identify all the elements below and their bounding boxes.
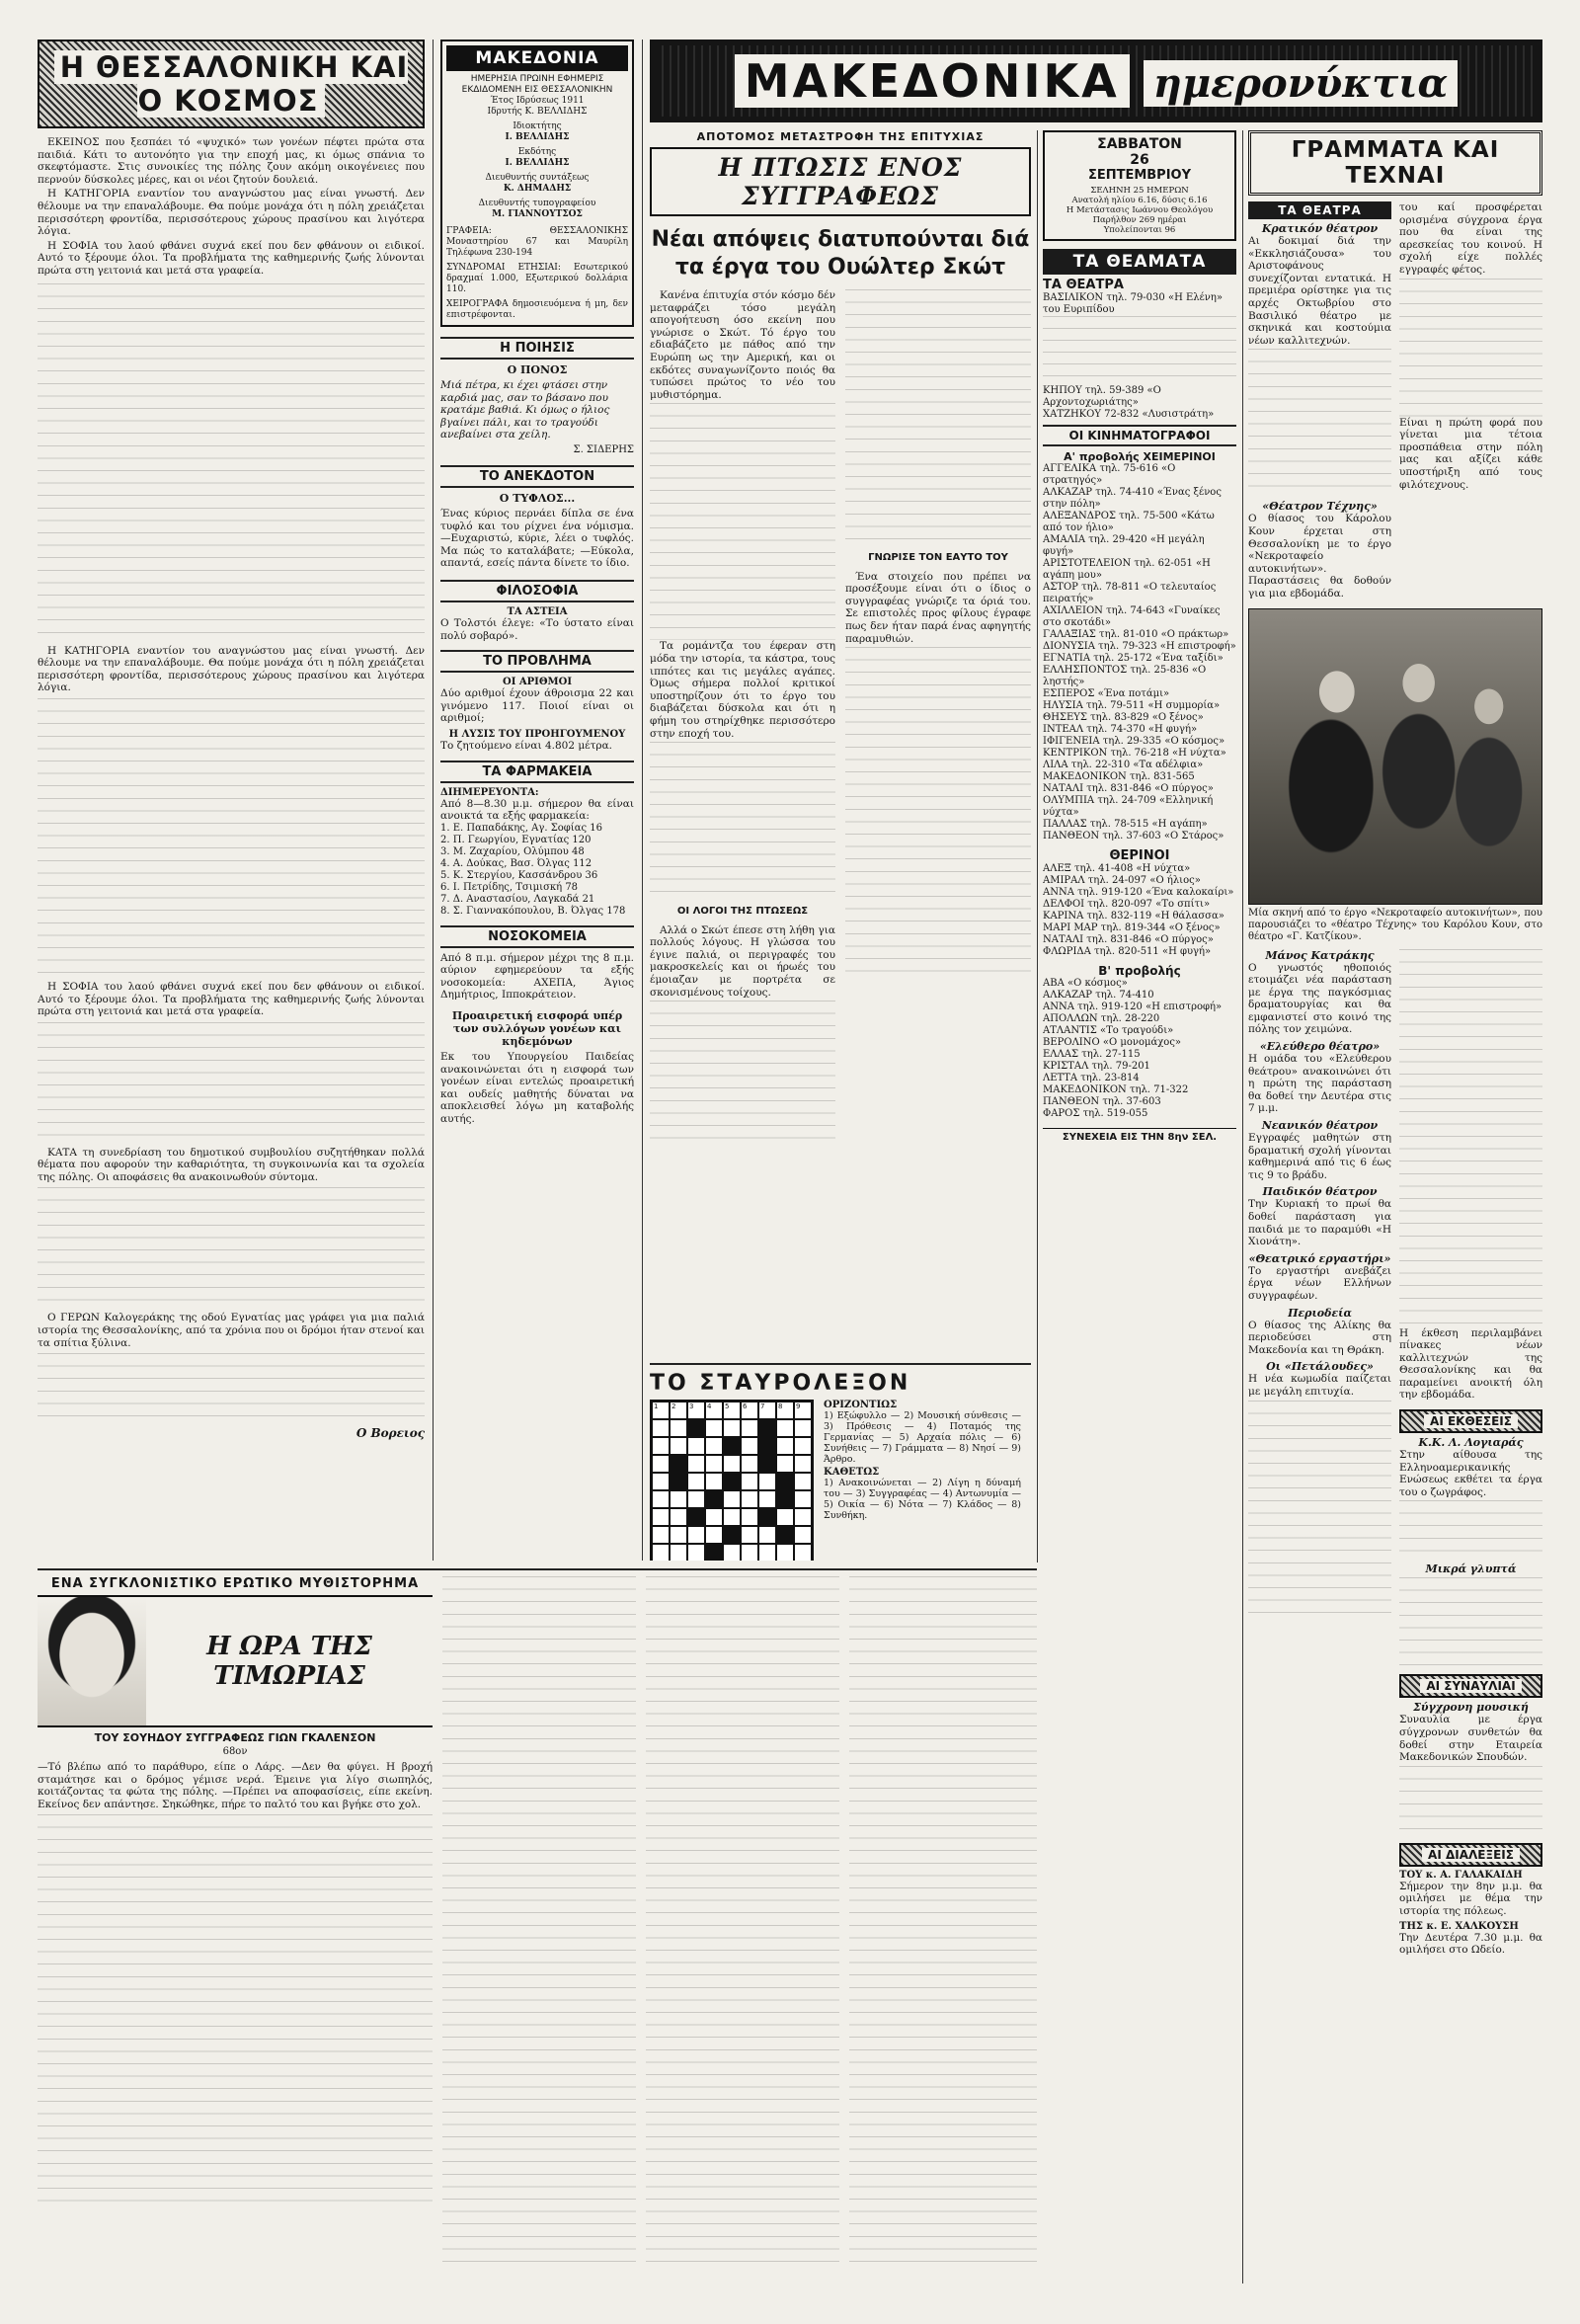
arts-item-title: Μάνος Κατράκης — [1265, 948, 1375, 962]
date-month: ΣΕΠΤΕΜΒΡΙΟΥ — [1087, 168, 1192, 183]
city-paragraph-3: Η ΣΟΦΙΑ του λαού φθάνει συχνά εκεί που δεν φθάνουν οι ειδικοί. Αυτό το ξέρουμε όλοι. Τα προβλήματα της καθημερινής ζωής λύνονται πρώτα στη γειτονιά και μετά στα γραφεία. — [38, 980, 425, 1018]
problem-solution-text: Το ζητούμενο είναι 4.802 μέτρα. — [440, 739, 613, 752]
arts-item-text: Η ομάδα του «Ελεύθερου θεάτρου» ανακοινώνει ότι η πρώτη της παράσταση θα δοθεί την Δευτέρα στις 7 μ.μ. — [1248, 1053, 1391, 1115]
arts-item-title: Παιδικόν θέατρον — [1262, 1185, 1378, 1199]
crossword-cell[interactable] — [670, 1526, 687, 1544]
crossword-cell[interactable] — [758, 1526, 776, 1544]
arts-item-title: «Θέατρον Τέχνης» — [1262, 500, 1378, 514]
crossword-cell[interactable] — [687, 1544, 705, 1561]
pharmacy-item: 7. Δ. Αναστασίου, Λαγκαδά 21 — [440, 893, 595, 905]
arts-theatre-heading: ΤΑ ΘΕΑΤΡΑ — [1248, 201, 1391, 219]
second-run-heading: Β' προβολής — [1098, 964, 1181, 978]
serial-novel — [38, 1576, 1037, 2291]
date-left: Υπολείπονται 96 — [1103, 225, 1176, 235]
cinema-listing: ΕΛΛΗΣΠΟΝΤΟΣ τηλ. 25-836 «Ο ληστής» — [1043, 665, 1207, 687]
theatre-scene-photo — [1248, 608, 1542, 905]
cinema-listing: ΑΜΙΡΑΛ τηλ. 24-097 «Ο ήλιος» — [1043, 875, 1201, 886]
masthead-box — [440, 40, 634, 327]
arts-item-title: Περιοδεία — [1288, 1306, 1352, 1320]
serial-text-block — [38, 1814, 433, 2209]
crossword-cell[interactable] — [723, 1508, 741, 1526]
masthead-subtitle: ΗΜΕΡΗΣΙΑ ΠΡΩΙΝΗ ΕΦΗΜΕΡΙΣ ΕΚΔΙΔΟΜΕΝΗ ΕΙΣ ΘΕΣΣΑΛΟΝΙΚΗΝ — [461, 74, 613, 95]
serial-text-block — [646, 1576, 839, 2268]
city-column-headline: Η ΘΕΣΣΑΛΟΝΙΚΗ ΚΑΙ Ο ΚΟΣΜΟΣ — [54, 50, 409, 118]
date-moon: ΣΕΛΗΝΗ 25 ΗΜΕΡΩΝ — [1090, 186, 1189, 196]
philosophy-heading: ΦΙΛΟΣΟΦΙΑ — [440, 580, 634, 602]
cinema-listing: ΦΑΡΟΣ τηλ. 519-055 — [1043, 1108, 1148, 1119]
crossword-black-cell — [687, 1419, 705, 1437]
story-subheading: ΓΝΩΡΙΣΕ ΤΟΝ ΕΑΥΤΟ ΤΟΥ — [868, 552, 1008, 563]
theatre-listing: ΒΑΣΙΛΙΚΟΝ τηλ. 79-030 «Η Ελένη» του Ευριπίδου — [1043, 292, 1223, 315]
crossword-cell[interactable] — [687, 1490, 705, 1508]
section-banner — [650, 40, 1542, 122]
arts-item-title: «Ελεύθερο θέατρο» — [1259, 1040, 1381, 1054]
crossword-grid[interactable] — [650, 1400, 814, 1561]
crossword-cell[interactable] — [705, 1526, 723, 1544]
story-kicker: ΑΠΟΤΟΜΟΣ ΜΕΤΑΣΤΡΟΦΗ ΤΗΣ ΕΠΙΤΥΧΙΑΣ — [696, 130, 985, 143]
masthead-info-column — [440, 40, 634, 1561]
crossword-cell[interactable] — [705, 1473, 723, 1490]
crossword-cell[interactable] — [794, 1455, 812, 1473]
crossword-cell[interactable] — [741, 1508, 758, 1526]
spectacles-continued: ΣΥΝΕΧΕΙΑ ΕΙΣ ΤΗΝ 8ην ΣΕΛ. — [1043, 1128, 1236, 1143]
concert-text: Συναυλία με έργα σύγχρονων συνθετών θα δοθεί στην Εταιρεία Μακεδονικών Σπουδών. — [1399, 1714, 1542, 1764]
pharmacy-item: 8. Σ. Γιαννακόπουλου, Β. Όλγας 178 — [440, 905, 626, 917]
concerts-heading: ΑΙ ΣΥΝΑΥΛΙΑΙ — [1399, 1674, 1542, 1698]
arts-item-text: Είναι η πρώτη φορά που γίνεται μια τέτοια προσπάθεια στην πόλη μας και αξίζει κάθε υποστήριξη από τους φιλότεχνους. — [1399, 416, 1542, 491]
city-paragraph-5: Ο ΓΕΡΩΝ Καλογεράκης της οδού Εγνατίας μας γράφει για μια παλιά ιστορία της Θεσσαλονίκης, από τα χρόνια που οι δρόμοι ήταν στενοί και τα σπίτια ξύλινα. — [38, 1312, 425, 1349]
cinema-listing: ΕΛΛΑΣ τηλ. 27-115 — [1043, 1049, 1141, 1060]
city-column-signature: Ο Βορειος — [356, 1426, 425, 1441]
crossword-cell[interactable]: 8 — [776, 1402, 794, 1419]
cinema-listing: ΠΑΛΛΑΣ τηλ. 78-515 «Η αγάπη» — [1043, 819, 1208, 830]
cinema-listing: ΑΛΕΞΑΝΔΡΟΣ τηλ. 75-500 «Κάτω από τον ήλιο» — [1043, 511, 1215, 533]
summer-heading: ΘΕΡΙΝΟΙ — [1109, 848, 1170, 863]
city-paragraph-2: Η ΚΑΤΗΓΟΡΙΑ εναντίον του αναγνώστου μας είναι γνωστή. Δεν θέλουμε να την επαναλάβουμε. Θα πούμε μονάχα ότι η πόλη χρειάζεται περισσότερη φροντίδα, περισσότερους χώρους πρασίνου και λιγότερα λόγια. — [38, 644, 425, 694]
crossword-cell[interactable] — [705, 1455, 723, 1473]
crossword-cell[interactable] — [670, 1508, 687, 1526]
arts-item-text: Ο γνωστός ηθοποιός ετοιμάζει νέα παράσταση με έργα της παγκόσμιας δραματουργίας και θα εμφανιστεί στο κοινό της πόλης τον χειμώνα. — [1248, 961, 1391, 1036]
column-rule — [1037, 130, 1038, 1563]
problem-text: Δύο αριθμοί έχουν άθροισμα 22 και γινόμενο 117. Ποιοί είναι οι αριθμοί; — [440, 687, 634, 725]
banner-subtitle: ημερονύκτια — [1144, 60, 1459, 107]
cinema-listing: ΛΙΛΑ τηλ. 22-310 «Τα αδέλφια» — [1043, 760, 1204, 770]
crossword-cell[interactable] — [652, 1419, 670, 1437]
problem-title: ΟΙ ΑΡΙΘΜΟΙ — [503, 677, 572, 688]
crossword-cell[interactable] — [723, 1490, 741, 1508]
story-text-block — [650, 742, 835, 900]
crossword-black-cell — [705, 1490, 723, 1508]
crossword-cell[interactable] — [670, 1437, 687, 1455]
philosophy-text: Ο Τολστόι έλεγε: «Το ύστατο είναι πολύ σοβαρό». — [440, 616, 634, 642]
arts-item-text: Η νέα κωμωδία παίζεται με μεγάλη επιτυχία. — [1248, 1373, 1391, 1398]
crossword-cell[interactable] — [758, 1544, 776, 1561]
newspaper-page — [38, 40, 1542, 2291]
exhibition-text: Στην αίθουσα της Ελληνοαμερικανικής Ενώσεως εκθέτει τα έργα του ο ζωγράφος. — [1399, 1449, 1542, 1498]
hospitals-text: Από 8 π.μ. σήμερον μέχρι της 8 π.μ. αύριον εφημερεύουν τα εξής νοσοκομεία: ΑΧΕΠΑ, Άγιος Δημήτριος, Ιπποκράτειον. — [440, 951, 634, 1002]
story-paragraph: Κανένα έπιτυχία στόν κόσμο δέν μεταφράζει τόσο μεγάλη απογοήτευση όσο εκείνη που γνώρισε ο Σκώτ. Τό έργο του εδιαβάζετο με πάθος από την Ευρώπη ως την Αμερική, και οι εκδότες συναγωνίζοντο ποιός θα τυπώσει πρώτος το νέο του μυθιστόρημα. — [650, 289, 835, 401]
column-rule — [1242, 130, 1243, 2284]
theatres-heading: ΤΑ ΘΕΑΤΡΑ — [1043, 278, 1124, 292]
city-text-block-d — [38, 1187, 425, 1306]
cinema-listing: ΠΑΝΘΕΟΝ τηλ. 37-603 «Ο Στάρος» — [1043, 831, 1224, 841]
story-paragraph: Τα ρομάντζα του έφεραν στη μόδα την ιστορία, τα κάστρα, τους ιππότες και τις μεγάλες αγάπες. Όμως σήμερα πολλοί κριτικοί υποστηρίζουν ότι το έργο του διαβάζεται δύσκολα και ότι η φήμη του στηρίχθηκε περισσότερο στην εποχή του. — [650, 640, 835, 740]
serial-portrait — [38, 1597, 146, 1725]
cinema-listing: ΑΣΤΟΡ τηλ. 78-811 «Ο τελευταίος πειρατής» — [1043, 582, 1217, 604]
crossword-black-cell — [758, 1508, 776, 1526]
city-paragraph-4: ΚΑΤΑ τη συνεδρίαση του δημοτικού συμβουλίου συζητήθηκαν πολλά θέματα που αφορούν την καθαριότητα, τη συγκοινωνία και τα σχολεία της πόλης. Οι αποφάσεις θα ανακοινωθούν σύντομα. — [38, 1146, 425, 1183]
arts-heading: ΓΡΑΜΜΑΤΑ ΚΑΙ ΤΕΧΝΑΙ — [1248, 130, 1542, 196]
spectacles-heading: ΤΑ ΘΕΑΜΑΤΑ — [1043, 249, 1236, 275]
serial-text-block — [442, 1576, 636, 2268]
cinema-listing: ΔΕΛΦΟΙ τηλ. 820-097 «Το σπίτι» — [1043, 899, 1211, 910]
story-text-block — [650, 403, 835, 640]
theatre-text-block — [1043, 316, 1236, 385]
cinema-listing: ΑΓΓΕΛΙΚΑ τηλ. 75-616 «Ο στρατηγός» — [1043, 463, 1176, 486]
lecture-title: ΤΟΥ κ. Α. ΓΑΛΑΚΑΙΔΗ — [1399, 1869, 1523, 1881]
crossword-cell[interactable] — [652, 1544, 670, 1561]
masthead-owner-label: Ιδιοκτήτης — [513, 121, 562, 131]
crossword-cell[interactable] — [652, 1526, 670, 1544]
pharmacy-item: 1. Ε. Παπαδάκης, Αγ. Σοφίας 16 — [440, 822, 602, 834]
poetry-heading: Η ΠΟΙΗΣΙΣ — [440, 337, 634, 360]
crossword-cell[interactable] — [670, 1544, 687, 1561]
crossword-cell[interactable] — [741, 1419, 758, 1437]
crossword-cell[interactable] — [687, 1437, 705, 1455]
crossword-black-cell — [758, 1437, 776, 1455]
cinema-listing: ΑΧΙΛΛΕΙΟΝ τηλ. 74-643 «Γυναίκες στο σκοτάδι» — [1043, 605, 1221, 628]
lecture-text: Σήμερον την 8ην μ.μ. θα ομιλήσει με θέμα την ιστορία της πόλεως. — [1399, 1880, 1542, 1917]
crossword-cell[interactable] — [670, 1490, 687, 1508]
crossword-cell[interactable] — [705, 1508, 723, 1526]
crossword-cell[interactable] — [741, 1437, 758, 1455]
city-paragraph-1c: Η ΣΟΦΙΑ του λαού φθάνει συχνά εκεί που δεν φθάνουν οι ειδικοί. Αυτό το ξέρουμε όλοι. Τα προβλήματα της καθημερινής ζωής λύνονται πρώτα στη γειτονιά και μετά στα γραφεία. — [38, 239, 425, 277]
cinema-listing: ΑΛΕΞ τηλ. 41-408 «Η νύχτα» — [1043, 863, 1191, 874]
crossword-cell[interactable] — [741, 1526, 758, 1544]
cinema-listing: ΗΛΥΣΙΑ τηλ. 79-511 «Η συμμορία» — [1043, 700, 1221, 711]
poetry-author: Σ. ΣΙΔΕΡΗΣ — [573, 443, 634, 455]
masthead-founded: Έτος Ιδρύσεως 1911 — [490, 96, 585, 106]
masthead-owner: Ι. ΒΕΛΛΙΔΗΣ — [505, 132, 570, 142]
pharmacies-text: Από 8—8.30 μ.μ. σήμερον θα είναι ανοικτά τα εξής φαρμακεία: — [440, 797, 634, 823]
story-title: Η ΠΤΩΣΙΣ ΕΝΟΣ ΣΥΓΓΡΑΦΕΩΣ — [650, 147, 1031, 216]
crossword-black-cell — [670, 1455, 687, 1473]
anecdote-title: Ο ΤΥΦΛΟΣ... — [499, 491, 576, 505]
arts-text-block — [1399, 1577, 1542, 1666]
crossword-cell[interactable] — [794, 1490, 812, 1508]
cinema-listing: ΚΕΝΤΡΙΚΟΝ τηλ. 76-218 «Η νύχτα» — [1043, 748, 1226, 759]
cinema-listing: ΝΑΤΑΛΙ τηλ. 831-846 «Ο πύργος» — [1043, 934, 1214, 945]
story-text-block — [845, 647, 1031, 973]
crossword-cell[interactable] — [741, 1455, 758, 1473]
cinema-listing: ΑΒΑ «Ο κόσμος» — [1043, 978, 1128, 989]
second-run-list — [1043, 978, 1236, 1120]
donation-title: Προαιρετική εισφορά υπέρ των συλλόγων γονέων και κηδεμόνων — [451, 1009, 623, 1049]
pharmacy-item: 6. Ι. Πετρίδης, Τσιμισκή 78 — [440, 881, 579, 893]
arts-item-text: Εγγραφές μαθητών στη δραματική σχολή γίνονται καθημερινά από τις 6 έως τις 9 το βράδυ. — [1248, 1132, 1391, 1181]
crossword-black-cell — [723, 1526, 741, 1544]
cinema-listing: ΓΑΛΑΞΙΑΣ τηλ. 81-010 «Ο πράκτωρ» — [1043, 629, 1229, 640]
arts-text-block — [1399, 279, 1542, 417]
arts-item-text: Το εργαστήρι ανεβάζει έργα νέων Ελλήνων συγγραφέων. — [1248, 1264, 1391, 1302]
cinemas-heading: ΟΙ ΚΙΝΗΜΑΤΟΓΡΑΦΟΙ — [1043, 425, 1236, 446]
crossword-black-cell — [705, 1544, 723, 1561]
column-rule — [433, 40, 434, 1561]
date-box — [1043, 130, 1236, 241]
masthead-founder: Ιδρυτής Κ. ΒΕΛΛΙΔΗΣ — [487, 107, 588, 117]
cinema-listing: ΚΡΙΣΤΑΛ τηλ. 79-201 — [1043, 1061, 1150, 1072]
exhibition-title: Κ.Κ. Λ. Λογιαράς — [1418, 1436, 1524, 1450]
crossword-black-cell — [758, 1455, 776, 1473]
section-rule — [38, 1568, 1037, 1570]
masthead-editor: Ι. ΒΕΛΛΙΔΗΣ — [505, 158, 570, 168]
crossword-cell[interactable] — [652, 1473, 670, 1490]
arts-item-text: Η έκθεση περιλαμβάνει πίνακες νέων καλλιτεχνών της Θεσσαλονίκης και θα παραμείνει ανοικτή όλη την εβδομάδα. — [1399, 1326, 1542, 1402]
cinema-list — [1043, 463, 1236, 842]
story-subheading: ΟΙ ΛΟΓΟΙ ΤΗΣ ΠΤΩΣΕΩΣ — [676, 906, 809, 918]
cinema-listing: ΑΠΟΛΛΩΝ τηλ. 28-220 — [1043, 1013, 1160, 1024]
crossword-cell[interactable] — [794, 1544, 812, 1561]
crossword-cell[interactable] — [705, 1419, 723, 1437]
section-rule — [650, 1363, 1031, 1365]
story-text-block — [650, 1001, 835, 1139]
crossword-cell[interactable] — [652, 1508, 670, 1526]
arts-item-title: Οι «Πετάλουδες» — [1266, 1360, 1374, 1374]
masthead-note: ΧΕΙΡΟΓΡΑΦΑ δημοσιευόμενα ή μη, δεν επιστρέφονται. — [446, 299, 628, 320]
cinema-listing: ΠΑΝΘΕΟΝ τηλ. 37-603 — [1043, 1096, 1161, 1107]
crossword-cell[interactable]: 6 — [741, 1402, 758, 1419]
arts-item-title: «Θεατρικό εργαστήρι» — [1248, 1251, 1391, 1265]
crossword-cell[interactable] — [670, 1419, 687, 1437]
masthead-printing: Μ. ΓΙΑΝΝΟΥΤΣΟΣ — [492, 209, 583, 219]
crossword-cell[interactable] — [794, 1508, 812, 1526]
masthead-subscription: ΣΥΝΔΡΟΜΑΙ ΕΤΗΣΙΑΙ: Εσωτερικού δραχμαί 1.000, Εξωτερικού δολλάρια 110. — [446, 263, 628, 294]
cinema-listing: ΟΛΥΜΠΙΑ τηλ. 24-709 «Ελληνική νύχτα» — [1043, 795, 1214, 818]
crossword-cell[interactable] — [794, 1419, 812, 1437]
column-rule — [642, 40, 643, 1561]
crossword-cell[interactable] — [776, 1508, 794, 1526]
crossword-cell[interactable] — [741, 1490, 758, 1508]
date-day: ΣΑΒΒΑΤΟΝ — [1097, 136, 1182, 152]
arts-item-text: του καί προσφέρεται ορισμένα σύγχρονα έργα που θα είναι της αρεσκείας του κοινού. Η σχολή είχε πολλές εγγραφές φέτος. — [1399, 201, 1542, 276]
cinema-listing: ΘΗΣΕΥΣ τηλ. 83-829 «Ο ξένος» — [1043, 712, 1204, 723]
story-deck: Νέαι απόψεις διατυπούνται διά τα έργα του Ουώλτερ Σκώτ — [651, 227, 1030, 280]
crossword-cell[interactable] — [723, 1419, 741, 1437]
crossword-cell[interactable]: 9 — [794, 1402, 812, 1419]
arts-item-title: Νεανικόν θέατρον — [1261, 1119, 1379, 1133]
arts-text-block — [1399, 1766, 1542, 1835]
crossword-cell[interactable] — [741, 1544, 758, 1561]
crossword-cell[interactable]: 3 — [687, 1402, 705, 1419]
pharmacy-item: 2. Π. Γεωργίου, Εγνατίας 120 — [440, 834, 592, 845]
city-paragraph-1: ΕΚΕΙΝΟΣ που ξεσπάει τό «ψυχικό» των γονέων πέφτει πρώτα στα παιδιά. Κάτι το αυτονόητο για την εποχή μας, κι όμως σπάνια το σκεφτόμαστε. Στις συνοικίες της πόλης ζουν ακόμη οικογένειες που περνούν δύσκολες μέρες, και οι νέοι ζητούν δουλειά. — [38, 136, 425, 186]
summer-cinema-list — [1043, 863, 1236, 958]
crossword-cell[interactable] — [652, 1490, 670, 1508]
poetry-text: Μιά πέτρα, κι έχει φτάσει στην καρδιά μας, σαν το βάσανο που κρατάμε βαθιά. Κι όμως ο ήλιος βγαίνει πάλι, και το τραγούδι ανεβαίνει στα χείλη. — [440, 379, 610, 441]
banner-title: ΜΑΚΕΔΟΝΙΚΑ — [735, 54, 1130, 108]
crossword-black-cell — [776, 1490, 794, 1508]
problem-heading: ΤΟ ΠΡΟΒΛΗΜΑ — [440, 650, 634, 673]
crossword-cell[interactable] — [723, 1544, 741, 1561]
crossword-cell[interactable] — [652, 1455, 670, 1473]
cinema-listing: ΑΜΑΛΙΑ τηλ. 29-420 «Η μεγάλη φυγή» — [1043, 534, 1205, 557]
crossword-cell[interactable] — [723, 1455, 741, 1473]
crossword-cell[interactable] — [776, 1455, 794, 1473]
cinema-listing: ΔΙΟΝΥΣΙΑ τηλ. 79-323 «Η επιστροφή» — [1043, 641, 1236, 652]
crossword-cell[interactable] — [776, 1419, 794, 1437]
lecture-text: Την Δευτέρα 7.30 μ.μ. θα ομιλήσει στο Ωδείο. — [1399, 1931, 1542, 1957]
problem-solution-head: Η ΛΥΣΙΣ ΤΟΥ ΠΡΟΗΓΟΥΜΕΝΟΥ — [448, 728, 626, 740]
city-text-block-a — [38, 283, 425, 639]
story-paragraph: Ένα στοιχείο που πρέπει να προσέξουμε είναι ότι ο ίδιος ο συγγραφέας γνώριζε τα όριά του. Σε επιστολές προς φίλους έγραφε πως δεν ήταν παρά ένας αφηγητής παραμυθιών. — [845, 570, 1031, 645]
crossword-cell[interactable] — [794, 1526, 812, 1544]
theatre-listing: ΚΗΠΟΥ τηλ. 59-389 «Ο Αρχοντοχωριάτης» — [1043, 385, 1161, 408]
exhibition-title: Μικρά γλυπτά — [1425, 1563, 1517, 1576]
arts-item-text: Ο θίασος της Αλίκης θα περιοδεύσει στη Μακεδονία και τη Θράκη. — [1248, 1319, 1391, 1356]
pharmacy-item: 4. Α. Δούκας, Βασ. Όλγας 112 — [440, 857, 592, 869]
photo-caption: Μία σκηνή από το έργο «Νεκροταφείο αυτοκινήτων», που παρουσιάζει το «θέατρο Τέχνης» του Καρόλου Κουν, στο θέατρο «Γ. Κατζίκου». — [1248, 907, 1542, 942]
crossword-cell[interactable] — [705, 1437, 723, 1455]
anecdote-heading: ΤΟ ΑΝΕΚΔΟΤΟΝ — [440, 465, 634, 488]
crossword-black-cell — [758, 1419, 776, 1437]
crossword-cell[interactable] — [758, 1490, 776, 1508]
arts-column — [1248, 130, 1542, 2284]
concert-title: Σύγχρονη μουσική — [1413, 1701, 1529, 1715]
city-column-headline-box — [38, 40, 425, 128]
cinema-listing: ΙΦΙΓΕΝΕΙΑ τηλ. 29-335 «Ο κόσμος» — [1043, 736, 1225, 747]
crossword-cell[interactable]: 2 — [670, 1402, 687, 1419]
cinema-listing: ΜΑΚΕΔΟΝΙΚΟΝ τηλ. 71-322 — [1043, 1084, 1189, 1095]
main-story — [650, 130, 1031, 1355]
crossword-cell[interactable] — [776, 1437, 794, 1455]
anecdote-text: Ένας κύριος περνάει δίπλα σε ένα τυφλό και του ρίχνει ένα νόμισμα. —Ευχαριστώ, κύριε, λέει ο τυφλός. Μα πώς το καταλάβατε; —Εύκολα, απαντά, εσείς πάντα δίνετε το ίδιο. — [440, 507, 634, 570]
serial-text: —Τό βλέπω από το παράθυρο, είπε ο Λάρς. —Δεν θα φύγει. Η βροχή σταμάτησε και ο δρόμος γέμισε νερά. Έμεινε για λίγο σιωπηλός, κοιτάζοντας τα φώτα της πόλης. —Πρέπει να αποφασίσεις, είπε εκείνη. Εκείνος δεν απάντησε. Σηκώθηκε, πήρε το παλτό του και βγήκε στο χολ. — [38, 1761, 433, 1810]
crossword-cell[interactable]: 4 — [705, 1402, 723, 1419]
cinema-listing: ΑΛΚΑΖΑΡ τηλ. 74-410 — [1043, 990, 1154, 1001]
cinema-listing: ΕΓΝΑΤΙΑ τηλ. 25-172 «Ένα ταξίδι» — [1043, 653, 1224, 664]
masthead-printing-label: Διευθυντής τυπογραφείου — [478, 199, 596, 208]
serial-title: Η ΩΡΑ ΤΗΣ ΤΙΜΩΡΙΑΣ — [206, 1632, 372, 1691]
pharmacy-item: 3. Μ. Ζαχαρίου, Ολύμπου 48 — [440, 845, 585, 857]
cinema-listing: ΑΡΙΣΤΟΤΕΛΕΙΟΝ τηλ. 62-051 «Η αγάπη μου» — [1043, 558, 1211, 581]
date-saints: Η Μετάστασις Ιωάννου Θεολόγου — [1066, 205, 1214, 215]
pharmacies-sub: ΔΙΗΜΕΡΕΥΟΝΤΑ: — [440, 786, 539, 798]
masthead-director-label: Διευθυντής συντάξεως — [485, 173, 590, 183]
lecture-title: ΤΗΣ κ. Ε. ΧΑΛΚΟΥΣΗ — [1399, 1920, 1519, 1932]
arts-text-block — [1399, 1500, 1542, 1560]
crossword-cell[interactable] — [776, 1544, 794, 1561]
pharmacy-item: 5. Κ. Στεργίου, Κασσάνδρου 36 — [440, 869, 598, 881]
arts-text-block — [1399, 949, 1542, 1324]
crossword-cell[interactable]: 1 — [652, 1402, 670, 1419]
lectures-heading: ΑΙ ΔΙΑΛΕΞΕΙΣ — [1399, 1843, 1542, 1867]
crossword-black-cell — [776, 1473, 794, 1490]
serial-text-block — [849, 1576, 1037, 2268]
cinema-listing: ΝΑΤΑΛΙ τηλ. 831-846 «Ο πύργος» — [1043, 783, 1214, 794]
theatre-listing: ΧΑΤΖΗΚΟΥ 72-832 «Λυσιστράτη» — [1043, 409, 1215, 420]
masthead-editor-label: Εκδότης — [517, 147, 557, 157]
crossword-black-cell — [670, 1473, 687, 1490]
crossword-down-heading: ΚΑΘΕΤΩΣ — [824, 1467, 880, 1478]
story-paragraph: Αλλά ο Σκώτ έπεσε στη λήθη για πολλούς λόγους. Η γλώσσα του έγινε παλιά, οι περιγραφές του μακροσκελείς και οι ήρωές του έμοιαζαν με πορτρέτα σε σκονισμένους τοίχους. — [650, 923, 835, 999]
cinema-listing: ΕΣΠΕΡΟΣ «Ένα ποτάμι» — [1043, 688, 1170, 699]
crossword-cell[interactable]: 7 — [758, 1402, 776, 1419]
listings-column — [1043, 130, 1236, 2284]
crossword-black-cell — [723, 1437, 741, 1455]
donation-text: Εκ του Υπουργείου Παιδείας ανακοινώνεται ότι η εισφορά των γονέων είναι εντελώς προαιρετική και ουδείς μαθητής δύναται να αποκλεισθεί λόγω μη καταβολής αυτής. — [440, 1051, 634, 1126]
cinema-listing: ΚΑΡΙΝΑ τηλ. 832-119 «Η θάλασσα» — [1043, 911, 1224, 922]
arts-text-block — [1248, 1401, 1391, 1618]
cinema-listing: ΒΕΡΟΛΙΝΟ «Ο μονομάχος» — [1043, 1037, 1182, 1048]
date-sun: Ανατολή ηλίου 6.16, δύσις 6.16 — [1071, 196, 1208, 205]
cinema-listing: ΛΕΤΤΑ τηλ. 23-814 — [1043, 1073, 1140, 1083]
arts-text-block — [1248, 349, 1391, 497]
crossword-cell[interactable] — [687, 1473, 705, 1490]
arts-item-text: Την Κυριακή το πρωί θα δοθεί παράσταση για παιδιά με το παραμύθι «Η Χιονάτη». — [1248, 1198, 1391, 1248]
philosophy-sub: ΤΑ ΑΣΤΕΙΑ — [507, 605, 568, 617]
arts-item-text: Αι δοκιμαί διά την «Εκκλησιάζουσα» του Αριστοφάνους συνεχίζονται εντατικά. Η πρεμιέρα ορίστηκε για τις αρχές Οκτωβρίου στο Βασιλικό θέατρο με σκηνικά και κοστούμια νέων καλλιτεχνών. — [1248, 235, 1391, 347]
crossword-heading: ΤΟ ΣΤΑΥΡΟΛΕΞΟΝ — [650, 1371, 911, 1396]
serial-episode: 68ον — [222, 1746, 248, 1757]
crossword-cell[interactable] — [687, 1455, 705, 1473]
hospitals-heading: ΝΟΣΟΚΟΜΕΙΑ — [440, 925, 634, 948]
cinema-listing: ΙΝΤΕΑΛ τηλ. 74-370 «Η φυγή» — [1043, 724, 1198, 735]
cinema-listing: ΑΛΚΑΖΑΡ τηλ. 74-410 «Ένας ξένος στην πόλη» — [1043, 487, 1222, 510]
pharmacies-heading: ΤΑ ΦΑΡΜΑΚΕΙΑ — [440, 761, 634, 783]
city-text-block-e — [38, 1353, 425, 1422]
masthead-director: Κ. ΔΗΜΑΔΗΣ — [503, 184, 572, 194]
crossword-cell[interactable] — [741, 1473, 758, 1490]
crossword-cell[interactable] — [652, 1437, 670, 1455]
cinema-listing: ΜΑΚΕΔΟΝΙΚΟΝ τηλ. 831-565 — [1043, 771, 1195, 782]
poetry-title: Ο ΠΟΝΟΣ — [507, 363, 568, 376]
crossword-black-cell — [776, 1526, 794, 1544]
city-column — [38, 40, 425, 1561]
city-paragraph-1b: Η ΚΑΤΗΓΟΡΙΑ εναντίον του αναγνώστου μας είναι γνωστή. Δεν θέλουμε να την επαναλάβουμε. Θα πούμε μονάχα ότι η πόλη χρειάζεται περισσότερη φροντίδα, περισσότερους χώρους πρασίνου και λιγότερα λόγια. — [38, 188, 425, 238]
cinema-listing: ΑΝΝΑ τηλ. 919-120 «Ένα καλοκαίρι» — [1043, 887, 1234, 898]
crossword-section — [650, 1371, 1031, 1561]
arts-item-title: Κρατικόν θέατρον — [1261, 222, 1379, 235]
city-text-block-b — [38, 698, 425, 975]
cinema-listing: ΑΝΝΑ τηλ. 919-120 «Η επιστροφή» — [1043, 1002, 1223, 1012]
crossword-black-cell — [723, 1473, 741, 1490]
exhibitions-heading: ΑΙ ΕΚΘΕΣΕΙΣ — [1399, 1409, 1542, 1433]
crossword-cell[interactable] — [758, 1473, 776, 1490]
story-text-block — [845, 289, 1031, 546]
serial-banner: ΕΝΑ ΣΥΓΚΛΟΝΙΣΤΙΚΟ ΕΡΩΤΙΚΟ ΜΥΘΙΣΤΟΡΗΜΑ — [50, 1576, 420, 1591]
crossword-down-clues: 1) Ανακοινώνεται — 2) Λίγη η δύναμή του — 3) Συγγραφέας — 4) Αντωνυμία — 5) Οικία — 6) Νότα — 7) Κλάδος — 8) Συνθήκη. — [824, 1478, 1021, 1521]
cinema-listing: ΦΛΩΡΙΔΑ τηλ. 820-511 «Η φυγή» — [1043, 946, 1212, 957]
crossword-cell[interactable] — [794, 1473, 812, 1490]
cinema-listing: ΜΑΡΙ ΜΑΡ τηλ. 819-344 «Ο ξένος» — [1043, 922, 1221, 933]
crossword-black-cell — [687, 1508, 705, 1526]
arts-item-text: Ο θίασος του Κάρολου Κουν έρχεται στη Θεσσαλονίκη με το έργο «Νεκροταφείο αυτοκινήτων». Παραστάσεις θα δοθούν για μια εβδομάδα. — [1248, 513, 1391, 600]
date-number: 26 — [1130, 152, 1149, 168]
date-past: Παρήλθον 269 ημέραι — [1092, 215, 1187, 225]
crossword-cell[interactable] — [687, 1526, 705, 1544]
cinema-listing: ΑΤΛΑΝΤΙΣ «Το τραγούδι» — [1043, 1025, 1174, 1036]
city-text-block-c — [38, 1022, 425, 1141]
crossword-across-clues: 1) Εξώφυλλο — 2) Μουσική σύνθεσις — 3) Πρόθεσις — 4) Ποταμός της Γερμανίας — 5) Αρχαία πόλις — 6) Συνήθεις — 7) Γράμματα — 8) Νησί — 9) Άρθρο. — [824, 1410, 1021, 1465]
masthead-offices: ΓΡΑΦΕΙΑ: ΘΕΣΣΑΛΟΝΙΚΗΣ Μοναστηρίου 67 και Μαυρίλη Τηλέφωνα 230-194 — [446, 226, 628, 258]
crossword-across-heading: ΟΡΙΖΟΝΤΙΩΣ — [824, 1400, 898, 1410]
masthead-logo: ΜΑΚΕΔΟΝΙΑ — [446, 45, 628, 71]
crossword-cell[interactable] — [794, 1437, 812, 1455]
serial-byline: ΤΟΥ ΣΟΥΗΔΟΥ ΣΥΓΓΡΑΦΕΩΣ ΓΙΩΝ ΓΚΑΛΕΝΣΟΝ — [94, 1731, 376, 1744]
first-run-heading: Α' προβολής ΧΕΙΜΕΡΙΝΟΙ — [1064, 450, 1216, 463]
crossword-cell[interactable]: 5 — [723, 1402, 741, 1419]
